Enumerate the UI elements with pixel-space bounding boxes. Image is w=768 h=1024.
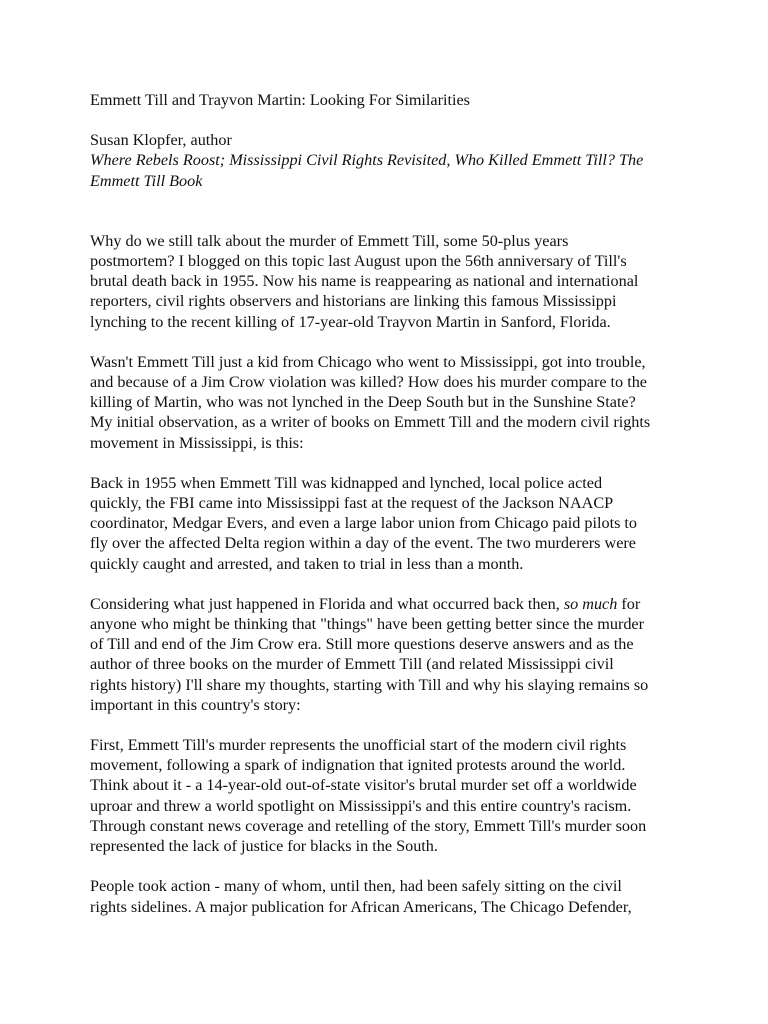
author-block (90, 130, 690, 191)
paragraph-line: important in this country's story: (90, 695, 301, 714)
paragraph-line: movement, following a spark of indignation that ignited protests around the world. (90, 756, 626, 775)
paragraph-line: postmortem? I blogged on this topic last August upon the 56th anniversary of Till's (90, 252, 627, 271)
paragraph-line: anyone who might be thinking that "things" have been getting better since the murder (90, 615, 645, 634)
paragraph-line: Think about it - a 14-year-old out-of-state visitor's brutal murder set off a worldwide (90, 776, 637, 795)
paragraph-line: Wasn't Emmett Till just a kid from Chicago who went to Mississippi, got into trouble, (90, 352, 646, 371)
emphasis-text: so much (563, 594, 618, 613)
document-page (90, 90, 690, 917)
paragraph-line: quickly, the FBI came into Mississippi fast at the request of the Jackson NAACP (90, 494, 614, 513)
paragraph-line (90, 594, 690, 614)
paragraph-line: of Till and end of the Jim Crow era. Still more questions deserve answers and as the (90, 635, 634, 654)
paragraph-6 (90, 876, 690, 916)
paragraph-1 (90, 231, 690, 332)
paragraph-4 (90, 594, 690, 715)
paragraph-line: and because of a Jim Crow violation was killed? How does his murder compare to the (90, 373, 647, 392)
book-titles-line: Emmett Till Book (90, 171, 203, 190)
paragraph-line: killing of Martin, who was not lynched in the Deep South but in the Sunshine State? (90, 393, 636, 412)
paragraph-line: Back in 1955 when Emmett Till was kidnapped and lynched, local police acted (90, 473, 603, 492)
paragraph-line: author of three books on the murder of Emmett Till (and related Mississippi civil (90, 655, 614, 674)
paragraph-line: Why do we still talk about the murder of Emmett Till, some 50-plus years (90, 231, 569, 250)
paragraph-line: First, Emmett Till's murder represents the unofficial start of the modern civil rights (90, 736, 627, 755)
paragraph-line: brutal death back in 1955. Now his name is reappearing as national and international (90, 272, 639, 291)
paragraph-line: coordinator, Medgar Evers, and even a large labor union from Chicago paid pilots to (90, 514, 638, 533)
paragraph-line: fly over the affected Delta region within a day of the event. The two murderers were (90, 534, 636, 553)
paragraph-line: lynching to the recent killing of 17-year-old Trayvon Martin in Sanford, Florida. (90, 312, 611, 331)
paragraph-line: Through constant news coverage and retelling of the story, Emmett Till's murder soon (90, 816, 647, 835)
paragraph-line: People took action - many of whom, until then, had been safely sitting on the civil (90, 877, 622, 896)
paragraph-3 (90, 473, 690, 574)
paragraph-text: for (617, 594, 641, 613)
author-line: Susan Klopfer, author (90, 131, 232, 150)
paragraph-2 (90, 352, 690, 453)
book-titles-line: Where Rebels Roost; Mississippi Civil Rights Revisited, Who Killed Emmett Till? The (90, 151, 644, 170)
paragraph-line: represented the lack of justice for blacks in the South. (90, 837, 438, 856)
paragraph-5 (90, 735, 690, 856)
document-title: Emmett Till and Trayvon Martin: Looking For Similarities (90, 91, 470, 109)
paragraph-line: reporters, civil rights observers and historians are linking this famous Mississippi (90, 292, 617, 311)
paragraph-line: rights sidelines. A major publication for African Americans, The Chicago Defender, (90, 897, 632, 916)
paragraph-text: Considering what just happened in Florida and what occurred back then, (90, 594, 564, 613)
paragraph-line: uproar and threw a world spotlight on Mississippi's and this entire country's racism. (90, 796, 632, 815)
paragraph-line: My initial observation, as a writer of books on Emmett Till and the modern civil rights (90, 413, 651, 432)
paragraph-line: movement in Mississippi, is this: (90, 433, 304, 452)
paragraph-line: quickly caught and arrested, and taken to trial in less than a month. (90, 554, 524, 573)
paragraph-line: rights history) I'll share my thoughts, starting with Till and why his slaying remains so (90, 675, 649, 694)
book-titles (90, 150, 690, 190)
